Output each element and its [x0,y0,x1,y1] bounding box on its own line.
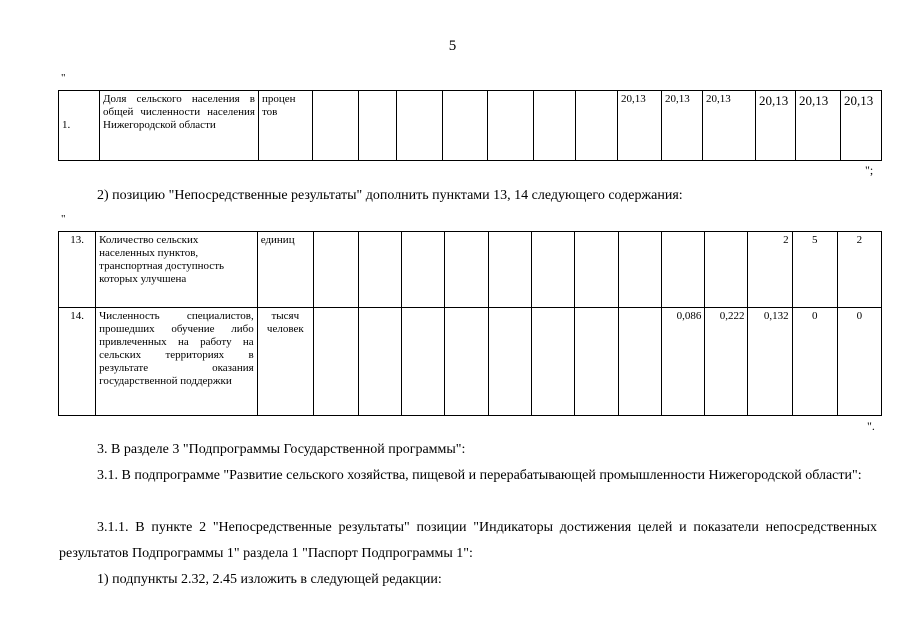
value-cell [443,91,488,161]
value-cell [531,232,574,308]
value-cell [445,232,488,308]
row-number: 1. [59,91,100,161]
closing-quote: ". [867,419,875,433]
value-cell [705,232,748,308]
value-cell [488,91,534,161]
value-cell: 20,13 [841,91,882,161]
value-cell [619,308,662,416]
paragraph: 2) позицию "Непосредственные результаты" дополнить пунктами 13, 14 следующего содержания: [97,188,683,203]
value-cell: 0,132 [748,308,792,416]
row-number: 14. [59,308,96,416]
value-cell [445,308,488,416]
unit-cell: тысяч человек [257,308,313,416]
closing-quote: "; [865,163,874,177]
table-row [59,91,882,161]
value-cell: 20,13 [618,91,662,161]
table-row [59,232,882,308]
value-cell [402,232,445,308]
unit-cell: единиц [257,232,313,308]
value-cell: 0,086 [662,308,705,416]
value-cell [662,232,705,308]
value-cell [359,91,397,161]
value-cell: 2 [748,232,792,308]
value-cell [574,308,618,416]
value-cell [313,232,358,308]
value-cell: 0,222 [705,308,748,416]
unit-cell: процен тов [259,91,313,161]
indicator-table-1 [58,90,882,161]
page-number: 5 [448,38,457,54]
value-cell [313,308,358,416]
value-cell: 0 [792,308,837,416]
paragraph: 3. В разделе 3 "Подпрограммы Государственной программы": [97,442,466,457]
value-cell: 20,13 [756,91,796,161]
value-cell: 20,13 [796,91,841,161]
value-cell: 0 [837,308,881,416]
value-cell [402,308,445,416]
value-cell: 20,13 [703,91,756,161]
indicator-table-2 [58,231,882,416]
paragraph: 3.1.1. В пункте 2 "Непосредственные результаты" позиции "Индикаторы достижения целей и показатели непосредственных результатов Подпрограммы 1" раздела 1 "Паспорт Подпрограммы 1": [59,520,877,561]
indicator-name: Количество сельских населенных пунктов, транспортная доступность которых улучшена [96,232,258,308]
value-cell [488,232,531,308]
value-cell [574,232,618,308]
value-cell [313,91,359,161]
value-cell [359,232,402,308]
indicator-name: Доля сельского населения в общей численности населения Нижегородской области [100,91,259,161]
opening-quote: " [61,213,66,225]
value-cell [488,308,531,416]
value-cell [531,308,574,416]
opening-quote: " [61,72,66,84]
paragraph: 3.1. В подпрограмме "Развитие сельского хозяйства, пищевой и перерабатывающей промышленности Нижегородской области": [97,468,862,483]
indicator-name: Численность специалистов, прошедших обучение либо привлеченных на работу на сельских территориях в результате оказания государственной поддержки [96,308,258,416]
paragraph: 1) подпункты 2.32, 2.45 изложить в следующей редакции: [97,572,442,587]
value-cell: 20,13 [662,91,703,161]
value-cell [576,91,618,161]
value-cell [619,232,662,308]
value-cell [359,308,402,416]
value-cell: 2 [837,232,881,308]
value-cell [397,91,443,161]
table-row [59,308,882,416]
value-cell [534,91,576,161]
value-cell: 5 [792,232,837,308]
row-number: 13. [59,232,96,308]
